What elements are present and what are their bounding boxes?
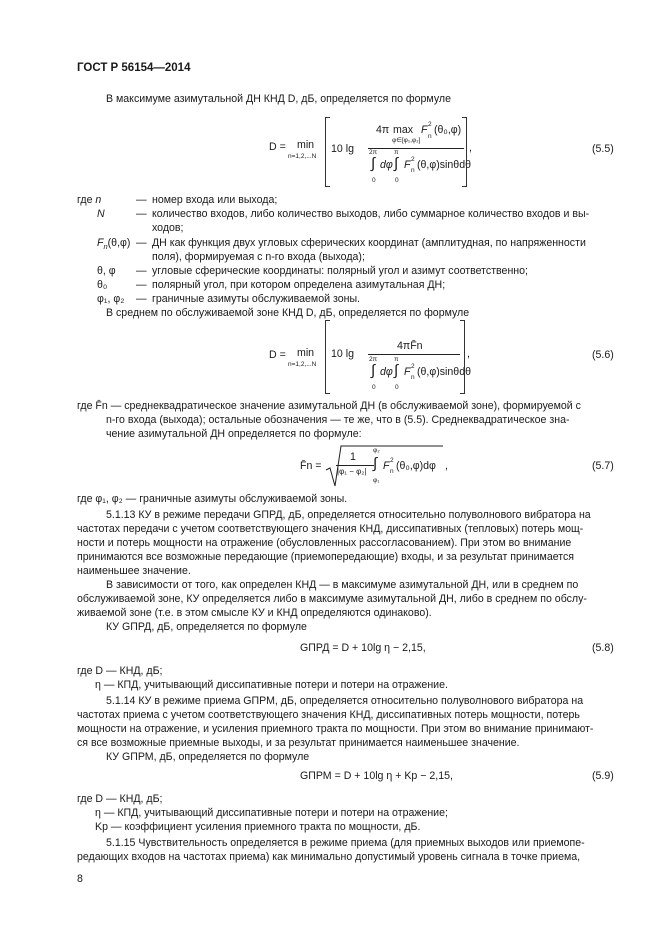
eq55-min: min [297, 139, 315, 151]
defs2-line1: где D — КНД, дБ; [77, 665, 163, 677]
para-5-1-14-line1: 5.1.14 КУ в режиме приема GПРМ, дБ, определяется относительно полуволнового вибратора на [106, 695, 584, 707]
eq56-den-sup: 2 [411, 363, 415, 370]
def4-text: угловые сферические координаты: полярный угол и азимут соответственно; [152, 265, 528, 277]
para-5-1-14-line3: мощности на отражение, и усиления приемного тракта по мощности. При этом во внимание принимают- [77, 723, 594, 735]
eq56-fraction-line [368, 354, 460, 355]
eq57-int-sign: ∫ [373, 455, 378, 472]
eq57-frac-den: |φ₁ − φ₂| [337, 467, 367, 476]
eq57-int-upper: φ₂ [373, 447, 380, 454]
eq56-num: 4πF̄n [397, 340, 423, 352]
eq55-num-arg: (θ₀,φ) [434, 124, 462, 136]
para-5-1-14-line2: частотах приема с учетом соответствующего значения КНД, диссипативных потерь мощности, потерь [77, 709, 580, 721]
para-dependence-line1: В зависимости от того, как определен КНД — в максимуме азимутальной ДН, или в среднем по [106, 579, 579, 591]
def2-text: количество входов, либо количество выходов, либо суммарное количество входов и вы- [152, 208, 590, 220]
paragraph-intro-mean: В среднем по обслуживаемой зоне КНД D, дБ, определяется по формуле [106, 307, 470, 319]
eq56-lhs: D = [269, 349, 286, 361]
eq57-trail: , [445, 460, 448, 472]
eq56-den-func: F [404, 366, 411, 378]
para-5-1-13-line4: принимаются все возможные передающие (приемопередающие) входы, и за результат принимается [77, 551, 575, 563]
para-5-1-13-line2: частотах передачи с учетом соответствующего значения КНД, диссипативных (тепловых) потерь мощ- [77, 523, 584, 535]
eq55-den-sub: n [411, 167, 415, 174]
paragraph-boundary-azimuths: где φ₁, φ₂ — граничные азимуты обслуживаемой зоны. [77, 493, 348, 505]
defs3-line1: где D — КНД, дБ; [77, 793, 163, 805]
eq55-den-body: dφ [380, 159, 393, 171]
defs3-line2: η — КПД, учитывающий диссипативные потери и потери на отражение; [95, 807, 448, 819]
eq55-den-sup: 2 [411, 156, 415, 163]
eq56-bracket-left [325, 320, 330, 394]
eq57-fraction-line [336, 465, 374, 466]
eq57-lhs: F̄n = [300, 460, 322, 472]
eq55-number: (5.5) [592, 143, 614, 155]
eq55-int1-sign: ∫ [371, 155, 376, 172]
eq55-log: 10 lg [331, 143, 354, 155]
eq56-log: 10 lg [331, 348, 354, 360]
para-5-1-15-line2: редающих входов на частотах приема) как минимально допустимый уровень сигнала в точке приема, [77, 851, 581, 863]
document-header: ГОСТ Р 56154—2014 [77, 62, 191, 74]
eq55-num-max-range: φ∈[φ₁,φ₂] [392, 137, 421, 144]
eq55-lhs: D = [269, 141, 286, 153]
eq58-formula: GПРД = D + 10lg η − 2,15, [300, 642, 426, 654]
paragraph-mean-def-line1: где F̄n — среднеквадратическое значение азимутальной ДН (в обслуживаемой зоне), формируемой с [77, 400, 581, 412]
def5-dash: — [136, 279, 147, 291]
def2-text-cont: ходов; [152, 222, 184, 234]
eq55-bracket-right [462, 117, 467, 187]
eq56-int2-lower: 0 [395, 384, 399, 391]
paragraph-mean-def-line2: n-го входа (выхода); остальные обозначения — те же, что в (5.5). Среднеквадратическое зна- [106, 414, 570, 426]
para-5-1-15-line1: 5.1.15 Чувствительность определяется в режиме приема (для приемных выходов или приемопе- [106, 837, 585, 849]
eq59-number: (5.9) [592, 770, 614, 782]
page-number: 8 [77, 873, 83, 885]
eq55-int2-lower: 0 [395, 177, 399, 184]
eq56-int2-sign: ∫ [394, 362, 399, 379]
def1-term: где n [77, 194, 102, 206]
para-gain-tx-intro: КУ GПРД, дБ, определяется по формуле [106, 621, 307, 633]
eq55-num-func: F [421, 124, 428, 136]
eq56-number: (5.6) [592, 349, 614, 361]
def1-text: номер входа или выхода; [152, 194, 278, 206]
eq57-int-lower: φ₁ [373, 477, 380, 484]
eq57-arg: (θ₀,φ)dφ [396, 460, 436, 472]
defs3-line3: Kp — коэффициент усиления приемного тракта по мощности, дБ. [95, 821, 421, 833]
eq57-sub: n [390, 468, 394, 475]
eq55-num-coef: 4π [376, 124, 390, 136]
def4-term: θ, φ [97, 265, 116, 277]
eq57-body: F [383, 460, 390, 472]
eq56-bracket-right [460, 320, 465, 394]
defs2-line2: η — КПД, учитывающий диссипативные потери и потери на отражение. [95, 679, 448, 691]
eq56-min-range: n=1,2,...N [288, 361, 317, 368]
def5-text: полярный угол, при котором определена азимутальная ДН; [152, 279, 446, 291]
eq57-sup: 2 [390, 457, 394, 464]
def2-term: N [97, 208, 105, 220]
eq59-formula: GПРМ = D + 10lg η + Kp − 2,15, [300, 770, 453, 782]
eq57-number: (5.7) [592, 460, 614, 472]
def1-dash: — [136, 194, 147, 206]
eq55-num-max: max [393, 124, 414, 136]
def3-text: ДН как функция двух угловых сферических координат (амплитудная, по напряженности [152, 237, 586, 249]
def5-term: θ₀ [97, 279, 108, 291]
eq55-min-range: n=1,2,...N [288, 153, 317, 160]
para-5-1-13-line3: ности и потерь мощности на отражение (обусловленных рассогласованием). При этом во внимание [77, 537, 572, 549]
para-5-1-14-line4: ся все возможные приемные выходы, и за результат принимается наименьшее значение. [77, 737, 520, 749]
para-dependence-line2: обслуживаемой зоне, КУ определяется либо в максимуме азимутальной ДН, либо в среднем по обслу- [77, 593, 587, 605]
def3-term: $F_n(\theta,\varphi)$ [97, 237, 131, 251]
eq56-min: min [297, 347, 315, 359]
eq56-int1-lower: 0 [372, 384, 376, 391]
def2-dash: — [136, 208, 147, 220]
eq56-den-arg: (θ,φ)sinθdθ [417, 366, 471, 378]
eq58-number: (5.8) [592, 642, 614, 654]
eq56-trail: , [467, 348, 470, 360]
eq56-int1-upper: 2π [369, 356, 378, 363]
eq56-int1-sign: ∫ [371, 362, 376, 379]
def6-text: граничные азимуты обслуживаемой зоны. [152, 293, 360, 305]
eq55-num-sub: n [428, 133, 432, 140]
eq55-bracket-left [325, 117, 330, 187]
eq56-den-sub: n [411, 374, 415, 381]
def6-dash: — [136, 293, 147, 305]
paragraph-intro-max: В максимуме азимутальной ДН КНД D, дБ, определяется по формуле [106, 93, 451, 105]
eq55-den-func: F [404, 159, 411, 171]
eq55-trail: , [469, 142, 472, 154]
eq57-frac-num: 1 [350, 451, 356, 463]
para-dependence-line3: живаемой зоне (т.е. в этом смысле КУ и КНД определяются одинаково). [77, 607, 432, 619]
eq55-den-arg: (θ,φ)sinθdθ [417, 159, 471, 171]
eq56-int2-upper: π [394, 356, 399, 363]
def3-text-cont: поля), формируемая с n-го входа (выхода); [152, 251, 365, 263]
eq55-int1-lower: 0 [372, 177, 376, 184]
eq55-int1-upper: 2π [369, 149, 378, 156]
paragraph-mean-def-line3: чение азимутальной ДН определяется по формуле: [106, 428, 362, 440]
def6-term: φ₁, φ₂ [97, 293, 125, 305]
def3-dash: — [136, 237, 147, 249]
eq55-fraction-line [368, 148, 464, 149]
eq55-int2-sign: ∫ [394, 155, 399, 172]
eq55-num-sup: 2 [428, 121, 432, 128]
para-5-1-13-line5: наименьшее значение. [77, 565, 191, 577]
def4-dash: — [136, 265, 147, 277]
eq56-den-body: dφ [380, 366, 393, 378]
para-5-1-13-line1: 5.1.13 КУ в режиме передачи GПРД, дБ, определяется относительно полуволнового вибратора на [106, 509, 591, 521]
eq55-int2-upper: π [394, 149, 399, 156]
para-gain-rx-intro: КУ GПРМ, дБ, определяется по формуле [106, 751, 310, 763]
